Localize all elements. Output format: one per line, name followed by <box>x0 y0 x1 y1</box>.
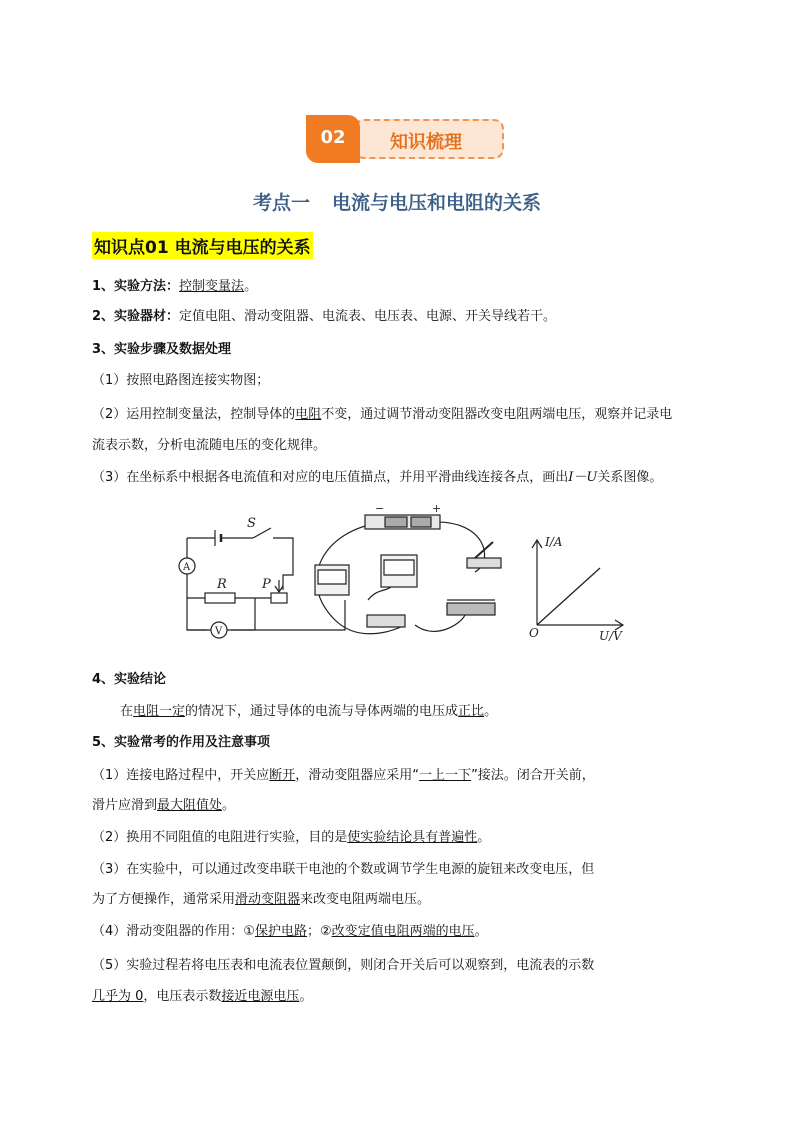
badge-number: 02 <box>306 115 360 163</box>
method-value: 控制变量法 <box>179 279 245 294</box>
cell-2 <box>411 517 431 527</box>
note-4 <box>92 920 488 939</box>
step-2-line1 <box>92 403 672 422</box>
real-switch <box>467 558 501 568</box>
n2-a: （2）换用不同阻值的电阻进行实验，目的是 <box>92 830 348 845</box>
concl-underline-1: 电阻一定 <box>133 704 186 719</box>
item-conclusion-head <box>92 668 166 687</box>
step3-iu: I－U <box>568 470 598 485</box>
n1-underline-2: 一上一下 <box>419 768 472 783</box>
n3-b: 为了方便操作，通常采用 <box>92 892 236 907</box>
method-end: 。 <box>244 279 258 294</box>
n3-c: 来改变电阻两端电压。 <box>300 892 431 907</box>
n5-c: 。 <box>299 989 313 1004</box>
step-2-line2: 流表示数，分析电流随电压的变化规律。 <box>92 438 327 453</box>
n1-b: ，滑动变阻器应采用“ <box>295 768 420 783</box>
item-method <box>92 275 257 294</box>
step2-a: （2）运用控制变量法，控制导体的 <box>92 407 296 422</box>
item-notes-head <box>92 731 270 750</box>
n5-underline-1: 几乎为 0 <box>92 989 144 1004</box>
note-5-line1: （5）实验过程若将电压表和电流表位置颠倒，则闭合开关后可以观察到，电流表的示数 <box>92 958 595 973</box>
equip-head: 2、实验器材： <box>92 309 180 324</box>
conclusion-head: 4、实验结论 <box>92 672 167 687</box>
note-2 <box>92 826 490 845</box>
step2-underline: 电阻 <box>295 407 322 422</box>
concl-b: 的情况下，通过导体的电流与导体两端的电压成 <box>185 704 459 719</box>
item-equipment <box>92 305 556 324</box>
label-o: O <box>529 626 539 640</box>
n4-b: ；② <box>306 924 332 939</box>
voltmeter-dial <box>384 560 414 575</box>
n4-c: 。 <box>474 924 488 939</box>
n2-b: 。 <box>477 830 491 845</box>
graph-line <box>537 568 600 625</box>
note-3-line2 <box>92 888 430 907</box>
cell-1 <box>385 517 407 527</box>
n1-d: 滑片应滑到 <box>92 798 158 813</box>
graph-y-axis <box>532 540 542 625</box>
real-wire-bottom <box>415 615 465 631</box>
n5-underline-2: 接近电源电压 <box>221 989 300 1004</box>
n4-underline-1: 保护电路 <box>254 924 307 939</box>
equip-value: 定值电阻、滑动变阻器、电流表、电压表、电源、开关导线若干。 <box>179 309 557 324</box>
badge-tab <box>354 119 504 159</box>
n1-c: ”接法。闭合开关前， <box>471 768 595 783</box>
real-resistor <box>367 615 405 627</box>
n5-b: ，电压表示数 <box>143 989 222 1004</box>
step3-b: 关系图像。 <box>597 470 663 485</box>
label-uv: U/V <box>599 629 622 643</box>
section-title-a: 考点一 <box>252 192 310 214</box>
n1-underline-3: 最大阻值处 <box>157 798 223 813</box>
label-a: A <box>183 562 191 573</box>
step-3 <box>92 466 662 485</box>
n4-a: （4）滑动变阻器的作用：① <box>92 924 255 939</box>
resistor-r <box>205 593 235 603</box>
badge-label: 知识梳理 <box>390 132 462 153</box>
note-3-line1: （3）在实验中，可以通过改变串联干电池的个数或调节学生电源的旋钮来改变电压，但 <box>92 862 595 877</box>
real-rheostat <box>447 603 495 615</box>
label-r: R <box>217 577 227 592</box>
n1-e: 。 <box>222 798 236 813</box>
notes-head: 5、实验常考的作用及注意事项 <box>92 735 271 750</box>
concl-c: 。 <box>484 704 498 719</box>
concl-a: 在 <box>120 704 134 719</box>
note-1-line2 <box>92 794 235 813</box>
label-ia: I/A <box>545 535 563 549</box>
label-v: V <box>215 626 223 637</box>
knowledge-point-title: 知识点01 电流与电压的关系 <box>92 232 313 259</box>
section-title-b: 电流与电压和电阻的关系 <box>332 192 542 214</box>
label-plus: + <box>432 502 442 515</box>
ammeter-dial <box>318 570 346 584</box>
step3-a: （3）在坐标系中根据各电流值和对应的电压值描点，并用平滑曲线连接各点，画出 <box>92 470 569 485</box>
label-s: S <box>247 516 256 531</box>
note-1-line1 <box>92 764 595 783</box>
n2-underline: 使实验结论具有普遍性 <box>347 830 478 845</box>
circuit-wire-switch-right <box>273 538 293 590</box>
steps-head: 3、实验步骤及数据处理 <box>92 342 232 357</box>
experiment-figure <box>175 500 635 645</box>
n1-underline-1: 断开 <box>269 768 296 783</box>
section-title <box>0 188 794 215</box>
rheostat <box>271 593 287 603</box>
section-badge <box>306 115 506 163</box>
method-head: 1、实验方法： <box>92 279 180 294</box>
conclusion-text <box>120 700 497 719</box>
step-1: （1）按照电路图连接实物图； <box>92 373 270 388</box>
label-minus: − <box>375 502 385 515</box>
concl-underline-2: 正比 <box>458 704 485 719</box>
n3-underline: 滑动变阻器 <box>235 892 301 907</box>
item-steps-head <box>92 338 231 357</box>
label-p: P <box>262 577 271 592</box>
step2-b: 不变，通过调节滑动变阻器改变电阻两端电压，观察并记录电 <box>321 407 673 422</box>
n1-a: （1）连接电路过程中，开关应 <box>92 768 270 783</box>
note-5-line2 <box>92 985 312 1004</box>
n4-underline-2: 改变定值电阻两端的电压 <box>331 924 475 939</box>
